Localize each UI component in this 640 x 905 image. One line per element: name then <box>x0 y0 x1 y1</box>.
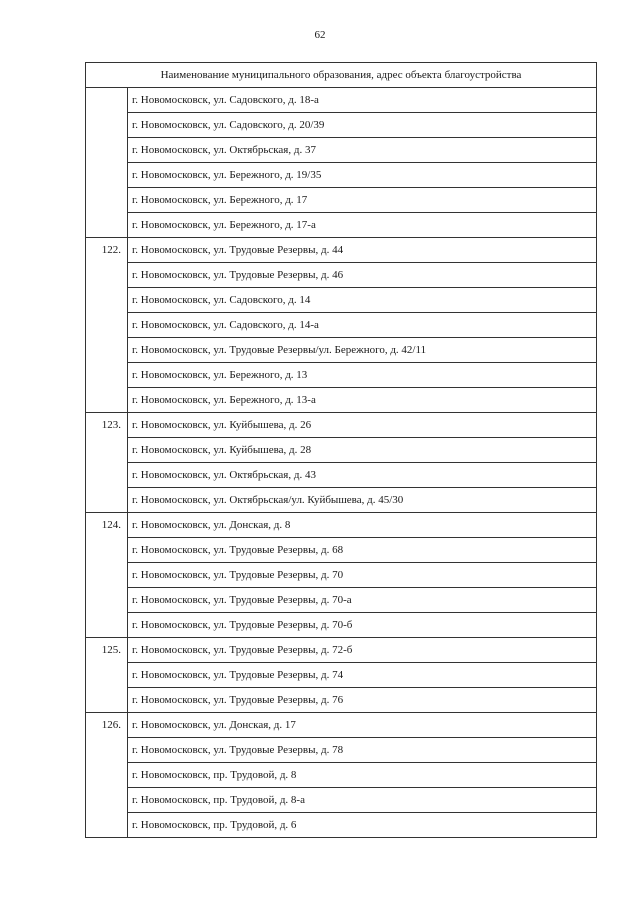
address-cell: г. Новомосковск, ул. Трудовые Резервы, д. 70-а <box>128 588 597 613</box>
table-row <box>86 138 597 163</box>
address-cell: г. Новомосковск, ул. Октябрьская/ул. Куйбышева, д. 45/30 <box>128 488 597 513</box>
address-cell: г. Новомосковск, ул. Трудовые Резервы, д. 44 <box>128 238 597 263</box>
table-row <box>86 388 597 413</box>
table-row <box>86 88 597 113</box>
table-header-row <box>86 63 597 88</box>
address-cell: г. Новомосковск, ул. Трудовые Резервы, д. 78 <box>128 738 597 763</box>
table-row <box>86 188 597 213</box>
address-cell: г. Новомосковск, пр. Трудовой, д. 8 <box>128 763 597 788</box>
row-number-cell: 124. <box>86 513 128 538</box>
table-row <box>86 463 597 488</box>
row-number-cell <box>86 738 128 763</box>
address-cell: г. Новомосковск, ул. Садовского, д. 20/39 <box>128 113 597 138</box>
row-number-cell <box>86 663 128 688</box>
table-row <box>86 563 597 588</box>
table-row <box>86 763 597 788</box>
table-row <box>86 663 597 688</box>
row-number-cell <box>86 363 128 388</box>
row-number-cell <box>86 763 128 788</box>
table-row <box>86 738 597 763</box>
address-cell: г. Новомосковск, ул. Донская, д. 17 <box>128 713 597 738</box>
address-cell: г. Новомосковск, ул. Октябрьская, д. 37 <box>128 138 597 163</box>
address-cell: г. Новомосковск, ул. Бережного, д. 19/35 <box>128 163 597 188</box>
page-number: 62 <box>314 29 326 41</box>
address-cell: г. Новомосковск, пр. Трудовой, д. 8-а <box>128 788 597 813</box>
row-number-cell <box>86 188 128 213</box>
table-row <box>86 238 597 263</box>
table-row <box>86 788 597 813</box>
address-cell: г. Новомосковск, ул. Садовского, д. 14 <box>128 288 597 313</box>
table-row <box>86 338 597 363</box>
address-cell: г. Новомосковск, ул. Куйбышева, д. 28 <box>128 438 597 463</box>
row-number-cell: 122. <box>86 238 128 263</box>
address-cell: г. Новомосковск, ул. Трудовые Резервы, д. 72-б <box>128 638 597 663</box>
row-number-cell <box>86 538 128 563</box>
row-number-cell: 123. <box>86 413 128 438</box>
row-number-cell <box>86 288 128 313</box>
table-row <box>86 163 597 188</box>
table-row <box>86 413 597 438</box>
table-row <box>86 363 597 388</box>
row-number-cell <box>86 163 128 188</box>
address-cell: г. Новомосковск, ул. Бережного, д. 17-а <box>128 213 597 238</box>
row-number-cell: 126. <box>86 713 128 738</box>
table-row <box>86 263 597 288</box>
address-cell: г. Новомосковск, ул. Трудовые Резервы, д. 68 <box>128 538 597 563</box>
address-cell: г. Новомосковск, ул. Куйбышева, д. 26 <box>128 413 597 438</box>
row-number-cell <box>86 488 128 513</box>
row-number-cell <box>86 438 128 463</box>
row-number-cell <box>86 138 128 163</box>
address-cell: г. Новомосковск, ул. Трудовые Резервы, д. 76 <box>128 688 597 713</box>
row-number-cell: 125. <box>86 638 128 663</box>
row-number-cell <box>86 463 128 488</box>
table-row <box>86 488 597 513</box>
row-number-cell <box>86 688 128 713</box>
row-number-cell <box>86 213 128 238</box>
table-row <box>86 588 597 613</box>
table-body <box>86 88 597 838</box>
table-row <box>86 613 597 638</box>
address-cell: г. Новомосковск, ул. Трудовые Резервы/ул. Бережного, д. 42/11 <box>128 338 597 363</box>
table-row <box>86 213 597 238</box>
row-number-cell <box>86 263 128 288</box>
table-row <box>86 313 597 338</box>
row-number-cell <box>86 813 128 838</box>
row-number-cell <box>86 388 128 413</box>
address-cell: г. Новомосковск, ул. Бережного, д. 17 <box>128 188 597 213</box>
address-cell: г. Новомосковск, ул. Трудовые Резервы, д. 46 <box>128 263 597 288</box>
table-row <box>86 538 597 563</box>
table-row <box>86 513 597 538</box>
table-row <box>86 813 597 838</box>
row-number-cell <box>86 563 128 588</box>
table-header: Наименование муниципального образования, адрес объекта благоустройства <box>86 63 597 88</box>
row-number-cell <box>86 113 128 138</box>
address-cell: г. Новомосковск, ул. Трудовые Резервы, д. 70 <box>128 563 597 588</box>
table-row <box>86 113 597 138</box>
row-number-cell <box>86 338 128 363</box>
address-table <box>85 62 597 838</box>
row-number-cell <box>86 588 128 613</box>
address-cell: г. Новомосковск, ул. Бережного, д. 13-а <box>128 388 597 413</box>
table-row <box>86 638 597 663</box>
table-row <box>86 288 597 313</box>
address-cell: г. Новомосковск, ул. Садовского, д. 18-а <box>128 88 597 113</box>
address-cell: г. Новомосковск, ул. Трудовые Резервы, д. 74 <box>128 663 597 688</box>
table-row <box>86 438 597 463</box>
address-cell: г. Новомосковск, ул. Донская, д. 8 <box>128 513 597 538</box>
address-cell: г. Новомосковск, пр. Трудовой, д. 6 <box>132 819 297 831</box>
row-number-cell <box>86 788 128 813</box>
address-cell: г. Новомосковск, ул. Октябрьская, д. 43 <box>128 463 597 488</box>
row-number-cell <box>86 88 128 113</box>
address-cell: г. Новомосковск, ул. Трудовые Резервы, д. 70-б <box>128 613 597 638</box>
row-number-cell <box>86 613 128 638</box>
row-number-cell <box>86 313 128 338</box>
table-row <box>86 688 597 713</box>
address-cell: г. Новомосковск, ул. Садовского, д. 14-а <box>128 313 597 338</box>
address-cell: г. Новомосковск, ул. Бережного, д. 13 <box>128 363 597 388</box>
table-row <box>86 713 597 738</box>
